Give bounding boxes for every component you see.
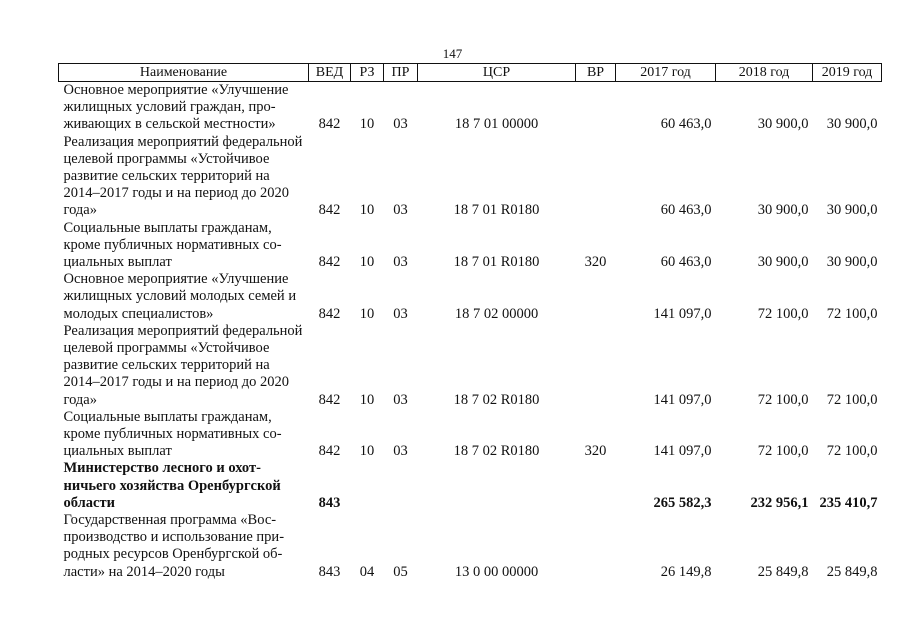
cell-2017: 60 463,0: [660, 254, 712, 271]
cell-2018: 72 100,0: [757, 391, 809, 408]
cell-rz: 10: [359, 254, 375, 271]
cell-pr: 03: [393, 305, 408, 322]
cell-name: Государственная программа «Воспроизводство и использование природных ресурсов Оренбургской области» на 2014–2020 годы: [63, 512, 285, 580]
cell-pr: 05: [393, 563, 408, 580]
cell-csr: 18 7 01 00000: [454, 116, 539, 133]
cell-2017: 141 097,0: [653, 305, 712, 322]
cell-ved: 842: [318, 305, 341, 322]
budget-table: [58, 63, 882, 581]
cell-name: Основное мероприятие «Улучшение жилищных условий граждан, проживающих в сельской местности»: [63, 82, 289, 133]
cell-csr: 18 7 02 R0180: [453, 443, 540, 460]
cell-rz: 04: [359, 563, 375, 580]
cell-name: Основное мероприятие «Улучшение жилищных условий молодых семей и молодых специалистов»: [63, 271, 297, 322]
cell-csr: 18 7 02 R0180: [453, 391, 540, 408]
cell-2019: 30 900,0: [826, 254, 878, 271]
cell-csr: 18 7 01 R0180: [453, 254, 540, 271]
cell-ved: 842: [318, 202, 341, 219]
cell-2018: 30 900,0: [757, 202, 809, 219]
cell-2017: 26 149,8: [660, 563, 712, 580]
cell-name: Реализация мероприятий федеральной целевой программы «Устойчивое развитие сельских территорий на 2014–2017 годы и на период до 2020 года»: [63, 322, 303, 408]
cell-rz: 10: [359, 116, 375, 133]
cell-ved: 842: [318, 443, 341, 460]
cell-csr: 18 7 01 R0180: [453, 202, 540, 219]
page-number: 147: [442, 46, 463, 61]
cell-name: Реализация мероприятий федеральной целевой программы «Устойчивое развитие сельских территорий на 2014–2017 годы и на период до 2020 года»: [63, 133, 303, 219]
cell-2018: 72 100,0: [757, 443, 809, 460]
table-row: [59, 82, 882, 134]
table-row: [59, 512, 882, 581]
cell-2017: 265 582,3: [653, 494, 712, 511]
cell-2018: 232 956,1: [750, 494, 809, 511]
cell-2018: 25 849,8: [757, 563, 809, 580]
table-body: [59, 82, 882, 581]
cell-2017: 141 097,0: [653, 391, 712, 408]
cell-rz: 10: [359, 443, 375, 460]
table-row: [59, 220, 882, 272]
table-header-row: [59, 64, 882, 82]
cell-ved: 842: [318, 116, 341, 133]
column-header-pr: ПР: [384, 64, 418, 82]
cell-vr: 320: [584, 443, 607, 460]
cell-rz: 10: [359, 202, 375, 219]
cell-vr: [576, 82, 616, 134]
cell-vr: [576, 512, 616, 581]
cell-2018: 72 100,0: [757, 305, 809, 322]
column-header-2017: 2017 год: [616, 64, 716, 82]
cell-ved: 843: [318, 494, 341, 511]
cell-pr: 03: [393, 443, 408, 460]
cell-ved: 842: [318, 391, 341, 408]
column-header-name: Наименование: [59, 64, 309, 82]
column-header-2019: 2019 год: [813, 64, 882, 82]
column-header-rz: РЗ: [351, 64, 384, 82]
cell-2019: 72 100,0: [826, 391, 878, 408]
cell-2017: 60 463,0: [660, 116, 712, 133]
cell-2018: 30 900,0: [757, 116, 809, 133]
cell-pr: 03: [393, 391, 408, 408]
table-row: [59, 271, 882, 323]
cell-2019: 72 100,0: [826, 305, 878, 322]
table-row: [59, 323, 882, 409]
cell-vr: [576, 323, 616, 409]
cell-2019: 30 900,0: [826, 116, 878, 133]
cell-rz: 10: [359, 391, 375, 408]
cell-2019: 72 100,0: [826, 443, 878, 460]
column-header-ved: ВЕД: [309, 64, 351, 82]
cell-vr: 320: [584, 254, 607, 271]
cell-vr: [576, 271, 616, 323]
cell-rz: [351, 460, 384, 512]
table-row: [59, 460, 882, 512]
cell-name: Министерство лесного и охотничьего хозяйства Оренбургской области: [63, 460, 281, 511]
cell-ved: 843: [318, 563, 341, 580]
cell-csr: [418, 460, 576, 512]
table-row: [59, 409, 882, 461]
cell-name: Социальные выплаты гражданам, кроме публичных нормативных социальных выплат: [63, 219, 282, 271]
cell-pr: 03: [393, 254, 408, 271]
cell-csr: 13 0 00 00000: [454, 563, 539, 580]
cell-pr: 03: [393, 202, 408, 219]
cell-vr: [576, 460, 616, 512]
column-header-vr: ВР: [576, 64, 616, 82]
cell-name: Социальные выплаты гражданам, кроме публичных нормативных социальных выплат: [63, 408, 282, 460]
cell-pr: 03: [393, 116, 408, 133]
cell-2017: 60 463,0: [660, 202, 712, 219]
cell-2018: 30 900,0: [757, 254, 809, 271]
cell-csr: 18 7 02 00000: [454, 305, 539, 322]
table-row: [59, 134, 882, 220]
cell-pr: [384, 460, 418, 512]
cell-ved: 842: [318, 254, 341, 271]
cell-2019: 235 410,7: [819, 494, 878, 511]
cell-2019: 25 849,8: [826, 563, 878, 580]
cell-2019: 30 900,0: [826, 202, 878, 219]
column-header-csr: ЦСР: [418, 64, 576, 82]
cell-2017: 141 097,0: [653, 443, 712, 460]
cell-rz: 10: [359, 305, 375, 322]
column-header-2018: 2018 год: [716, 64, 813, 82]
cell-vr: [576, 134, 616, 220]
